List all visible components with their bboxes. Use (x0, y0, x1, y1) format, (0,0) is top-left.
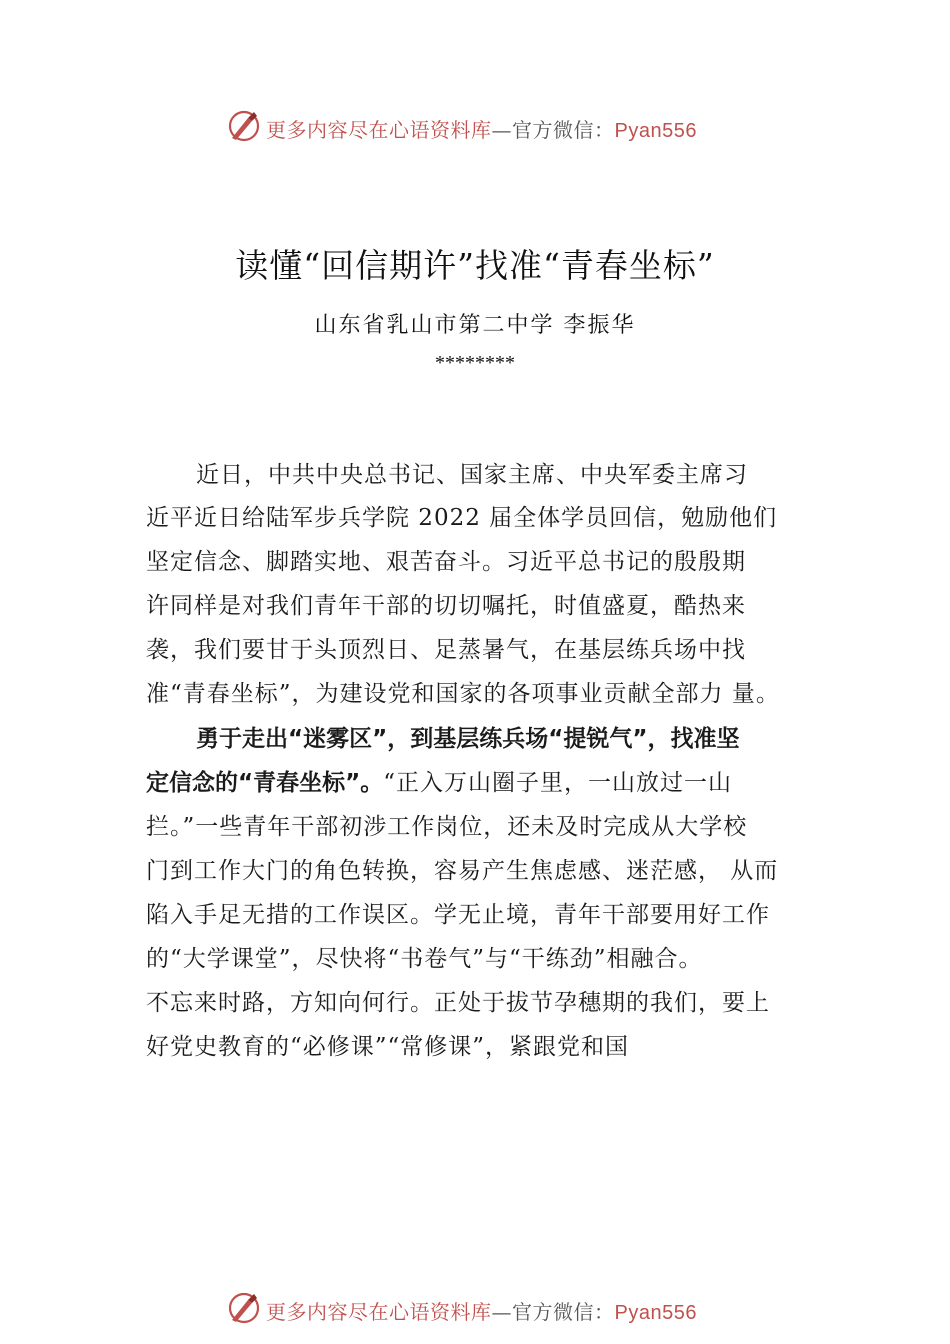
body-line: 不忘来时路，方知向何行。正处于拔节孕穗期的我们，要上 (146, 990, 770, 1016)
body-line: 的“大学课堂”，尽快将“书卷气”与“干练劲”相融合。 (146, 946, 703, 972)
section-heading-end: 定信念的“青春坐标”。 (146, 770, 384, 796)
separator: ******** (435, 352, 515, 374)
document-author: 山东省乳山市第二中学 李振华 (314, 313, 636, 338)
body-line: 袭，我们要甘于头顶烈日、足蒸暑气，在基层练兵场中找 (146, 637, 746, 663)
body-line: 准“青春坐标”，为建设党和国家的各项事业贡献全部力 量。 (146, 681, 780, 707)
section-heading: 勇于走出“迷雾区”，到基层练兵场“提锐气”，找准坚 (196, 726, 740, 752)
pen-circle-logo-icon (226, 1290, 262, 1326)
body-line (146, 764, 732, 797)
banner-text (266, 114, 697, 143)
banner-site-name: 更多内容尽在心语资料库 (266, 118, 492, 142)
body-line: 拦。”一些青年干部初涉工作岗位，还未及时完成从大学校 (146, 814, 748, 840)
body-line: 门到工作大门的角色转换，容易产生焦虑感、迷茫感， 从而 (146, 858, 779, 884)
header-banner (0, 108, 950, 148)
quote-text: “正入万山圈子里，一山放过一山 (383, 770, 732, 796)
banner-site-name: 更多内容尽在心语资料库 (266, 1300, 492, 1324)
body-line: 陷入手足无措的工作误区。学无止境，青年干部要用好工作 (146, 902, 770, 928)
pen-circle-logo-icon (226, 108, 262, 144)
body-line: 近平近日给陆军步兵学院 2022 届全体学员回信，勉励他们 (146, 505, 778, 531)
banner-wechat-id: Pyan556 (614, 1302, 697, 1324)
body-line: 好党史教育的“必修课”“常修课”，紧跟党和国 (146, 1034, 630, 1060)
document-title: 读懂“回信期许”找准“青春坐标” (235, 246, 715, 285)
banner-wechat-label: —官方微信： (491, 1300, 615, 1324)
body-line: 坚定信念、脚踏实地、艰苦奋斗。习近平总书记的殷殷期 (146, 549, 746, 575)
banner-text (266, 1296, 697, 1325)
banner-wechat-id: Pyan556 (614, 120, 697, 142)
banner-wechat-label: —官方微信： (491, 118, 615, 142)
body-line: 许同样是对我们青年干部的切切嘱托，时值盛夏，酷热来 (146, 593, 746, 619)
body-line: 近日，中共中央总书记、国家主席、中央军委主席习 (196, 462, 748, 488)
footer-banner (0, 1290, 950, 1330)
